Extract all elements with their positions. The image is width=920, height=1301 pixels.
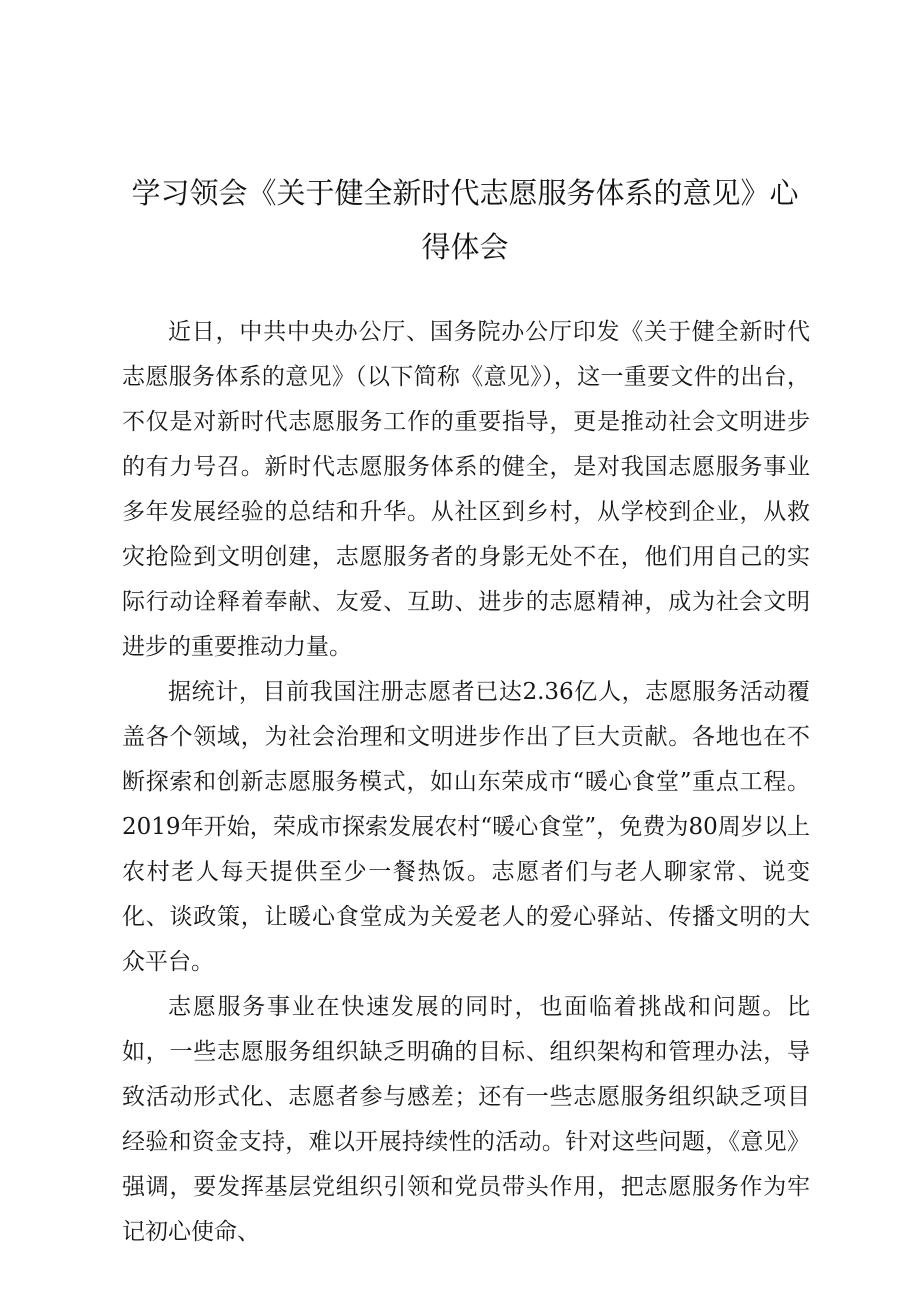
- paragraph-1: 近日，中共中央办公厅、国务院办公厅印发《关于健全新时代志愿服务体系的意见》（以下简称《意见》），这一重要文件的出台，不仅是对新时代志愿服务工作的重要指导，更是推动社会文明进步的有力号召。新时代志愿服务体系的健全，是对我国志愿服务事业多年发展经验的总结和升华。从社区到乡村，从学校到企业，从救灾抢险到文明创建，志愿服务者的身影无处不在，他们用自己的实际行动诠释着奉献、友爱、互助、进步的志愿精神，成为社会文明进步的重要推动力量。: [122, 319, 810, 660]
- document-body: [122, 310, 810, 1255]
- paragraph-3: 志愿服务事业在快速发展的同时，也面临着挑战和问题。比如，一些志愿服务组织缺乏明确的目标、组织架构和管理办法，导致活动形式化、志愿者参与感差；还有一些志愿服务组织缺乏项目经验和资金支持，难以开展持续性的活动。针对这些问题，《意见》强调，要发挥基层党组织引领和党员带头作用，把志愿服务作为牢记初心使命、: [122, 994, 810, 1245]
- paragraph-2: 据统计，目前我国注册志愿者已达2.36亿人，志愿服务活动覆盖各个领域，为社会治理和文明进步作出了巨大贡献。各地也在不断探索和创新志愿服务模式，如山东荣成市“暖心食堂”重点工程。2019年开始，荣成市探索发展农村“暖心食堂”，免费为80周岁以上农村老人每天提供至少一餐热饭。志愿者们与老人聊家常、说变化、谈政策，让暖心食堂成为关爱老人的爱心驿站、传播文明的大众平台。: [122, 679, 810, 975]
- document-title: 学习领会《关于健全新时代志愿服务体系的意见》心得体会: [131, 176, 799, 264]
